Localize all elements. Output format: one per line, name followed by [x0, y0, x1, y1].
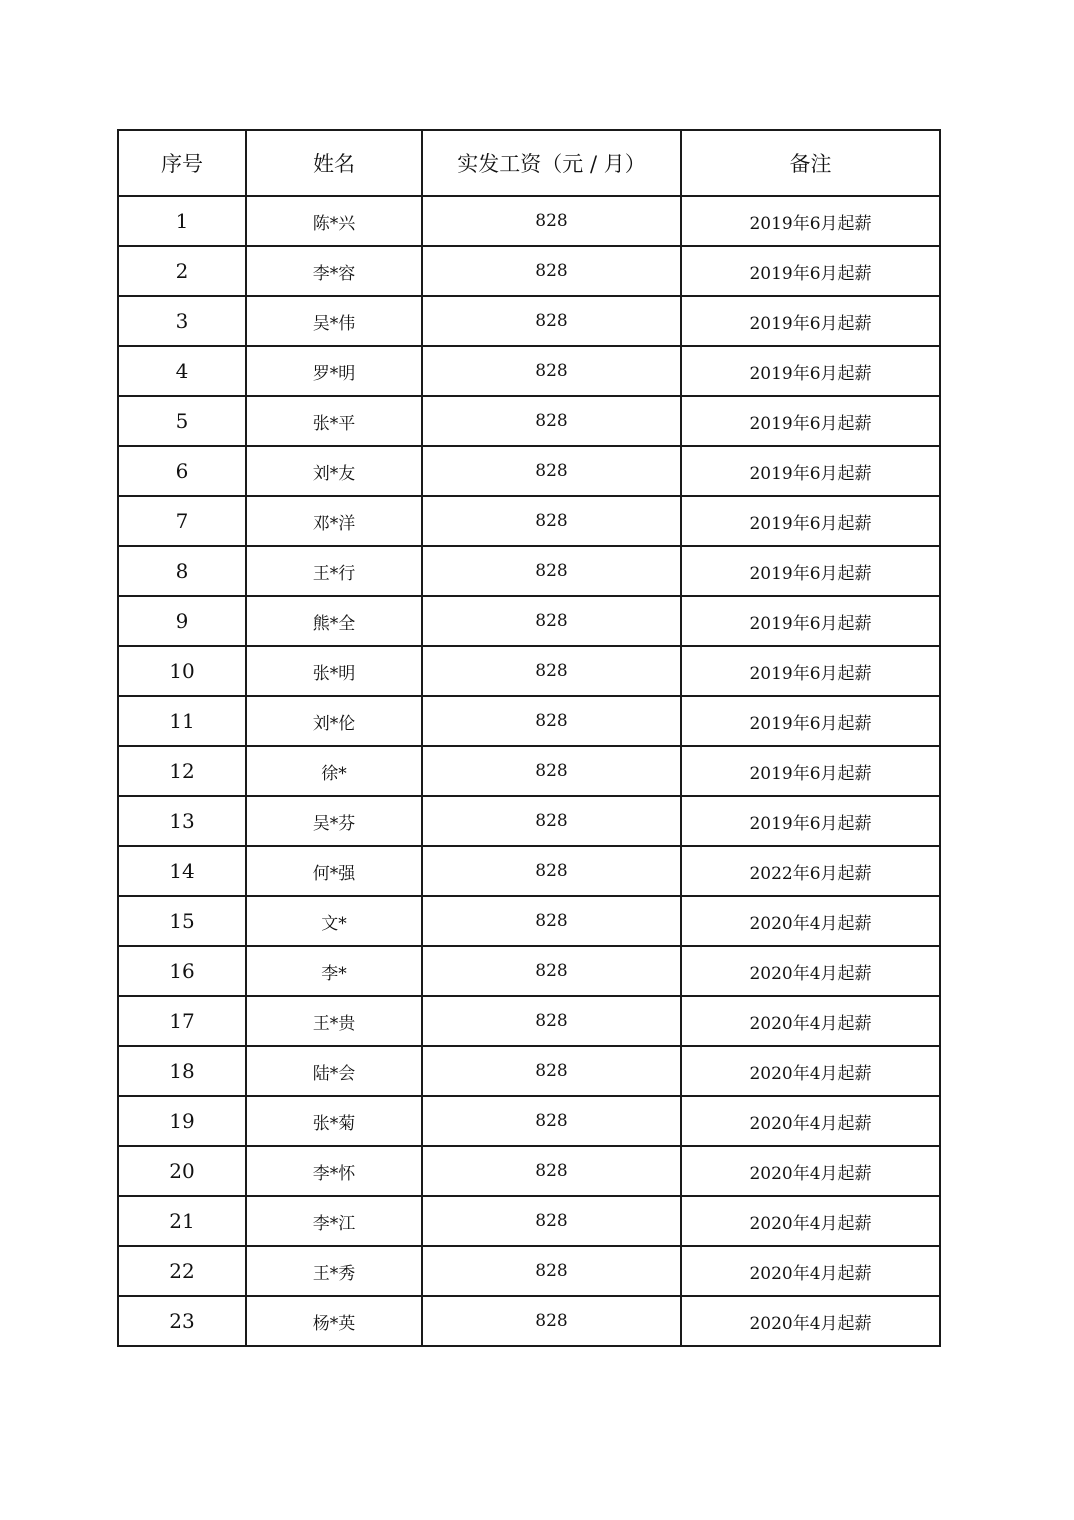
cell-remarks: 2019年6月起薪 [681, 196, 940, 246]
cell-name: 邓*洋 [246, 496, 422, 546]
cell-name: 熊*全 [246, 596, 422, 646]
cell-serial-number: 5 [118, 396, 246, 446]
cell-serial-number: 4 [118, 346, 246, 396]
table-row [118, 196, 940, 246]
cell-salary: 828 [422, 496, 681, 546]
cell-salary: 828 [422, 446, 681, 496]
cell-serial-number: 19 [118, 1096, 246, 1146]
cell-serial-number: 7 [118, 496, 246, 546]
cell-salary: 828 [422, 996, 681, 1046]
table-row [118, 896, 940, 946]
cell-name: 杨*英 [246, 1296, 422, 1346]
cell-serial-number: 11 [118, 696, 246, 746]
cell-serial-number: 16 [118, 946, 246, 996]
table-row [118, 1046, 940, 1096]
cell-serial-number: 8 [118, 546, 246, 596]
cell-name: 罗*明 [246, 346, 422, 396]
cell-serial-number: 12 [118, 746, 246, 796]
cell-serial-number: 21 [118, 1196, 246, 1246]
cell-remarks: 2019年6月起薪 [681, 546, 940, 596]
cell-name: 李*江 [246, 1196, 422, 1246]
cell-salary: 828 [422, 796, 681, 846]
cell-serial-number: 23 [118, 1296, 246, 1346]
cell-remarks: 2020年4月起薪 [681, 1196, 940, 1246]
cell-name: 李*容 [246, 246, 422, 296]
table-row [118, 346, 940, 396]
cell-salary: 828 [422, 246, 681, 296]
cell-serial-number: 15 [118, 896, 246, 946]
cell-name: 陈*兴 [246, 196, 422, 246]
cell-remarks: 2020年4月起薪 [681, 1096, 940, 1146]
cell-remarks: 2019年6月起薪 [681, 646, 940, 696]
salary-table [117, 129, 941, 1347]
cell-serial-number: 1 [118, 196, 246, 246]
table-row [118, 746, 940, 796]
cell-salary: 828 [422, 896, 681, 946]
cell-name: 吴*芬 [246, 796, 422, 846]
table-body [118, 196, 940, 1346]
cell-salary: 828 [422, 646, 681, 696]
cell-salary: 828 [422, 846, 681, 896]
cell-serial-number: 22 [118, 1246, 246, 1296]
cell-remarks: 2020年4月起薪 [681, 1246, 940, 1296]
table-row [118, 596, 940, 646]
cell-name: 张*明 [246, 646, 422, 696]
cell-salary: 828 [422, 1096, 681, 1146]
cell-salary: 828 [422, 1046, 681, 1096]
cell-remarks: 2019年6月起薪 [681, 596, 940, 646]
table-row [118, 646, 940, 696]
cell-name: 王*秀 [246, 1246, 422, 1296]
table-row [118, 246, 940, 296]
cell-remarks: 2022年6月起薪 [681, 846, 940, 896]
cell-remarks: 2020年4月起薪 [681, 896, 940, 946]
cell-name: 陆*会 [246, 1046, 422, 1096]
table-row [118, 696, 940, 746]
table-row [118, 996, 940, 1046]
cell-name: 李*怀 [246, 1146, 422, 1196]
table-row [118, 496, 940, 546]
cell-remarks: 2019年6月起薪 [681, 396, 940, 446]
cell-remarks: 2019年6月起薪 [681, 296, 940, 346]
cell-serial-number: 18 [118, 1046, 246, 1096]
table-row [118, 1146, 940, 1196]
cell-salary: 828 [422, 546, 681, 596]
cell-name: 张*菊 [246, 1096, 422, 1146]
cell-serial-number: 6 [118, 446, 246, 496]
table-row [118, 946, 940, 996]
cell-salary: 828 [422, 746, 681, 796]
cell-salary: 828 [422, 196, 681, 246]
cell-remarks: 2019年6月起薪 [681, 246, 940, 296]
cell-name: 文* [246, 896, 422, 946]
header-remarks: 备注 [681, 130, 940, 196]
cell-name: 吴*伟 [246, 296, 422, 346]
table-row [118, 796, 940, 846]
cell-name: 刘*友 [246, 446, 422, 496]
cell-serial-number: 10 [118, 646, 246, 696]
table-header [118, 130, 940, 196]
cell-name: 张*平 [246, 396, 422, 446]
salary-table-container [117, 129, 939, 1347]
table-row [118, 396, 940, 446]
cell-remarks: 2020年4月起薪 [681, 1046, 940, 1096]
cell-name: 刘*伦 [246, 696, 422, 746]
cell-salary: 828 [422, 296, 681, 346]
cell-salary: 828 [422, 396, 681, 446]
cell-salary: 828 [422, 596, 681, 646]
header-salary: 实发工资（元 / 月） [422, 130, 681, 196]
table-row [118, 1196, 940, 1246]
cell-serial-number: 17 [118, 996, 246, 1046]
table-row [118, 1246, 940, 1296]
cell-serial-number: 14 [118, 846, 246, 896]
cell-salary: 828 [422, 1196, 681, 1246]
cell-salary: 828 [422, 346, 681, 396]
table-row [118, 1296, 940, 1346]
cell-salary: 828 [422, 1146, 681, 1196]
cell-serial-number: 20 [118, 1146, 246, 1196]
header-serial-number: 序号 [118, 130, 246, 196]
cell-remarks: 2019年6月起薪 [681, 446, 940, 496]
table-row [118, 296, 940, 346]
cell-salary: 828 [422, 1296, 681, 1346]
header-name: 姓名 [246, 130, 422, 196]
cell-remarks: 2019年6月起薪 [681, 346, 940, 396]
cell-serial-number: 3 [118, 296, 246, 346]
table-row [118, 846, 940, 896]
table-row [118, 446, 940, 496]
cell-salary: 828 [422, 946, 681, 996]
cell-remarks: 2019年6月起薪 [681, 746, 940, 796]
cell-remarks: 2020年4月起薪 [681, 1146, 940, 1196]
cell-name: 徐* [246, 746, 422, 796]
cell-name: 王*行 [246, 546, 422, 596]
cell-remarks: 2020年4月起薪 [681, 946, 940, 996]
table-row [118, 546, 940, 596]
cell-serial-number: 13 [118, 796, 246, 846]
cell-name: 何*强 [246, 846, 422, 896]
cell-remarks: 2019年6月起薪 [681, 796, 940, 846]
table-row [118, 1096, 940, 1146]
cell-serial-number: 2 [118, 246, 246, 296]
cell-remarks: 2020年4月起薪 [681, 996, 940, 1046]
cell-salary: 828 [422, 1246, 681, 1296]
cell-remarks: 2020年4月起薪 [681, 1296, 940, 1346]
cell-remarks: 2019年6月起薪 [681, 696, 940, 746]
header-row [118, 130, 940, 196]
cell-remarks: 2019年6月起薪 [681, 496, 940, 546]
cell-salary: 828 [422, 696, 681, 746]
cell-name: 李* [246, 946, 422, 996]
cell-serial-number: 9 [118, 596, 246, 646]
cell-name: 王*贵 [246, 996, 422, 1046]
